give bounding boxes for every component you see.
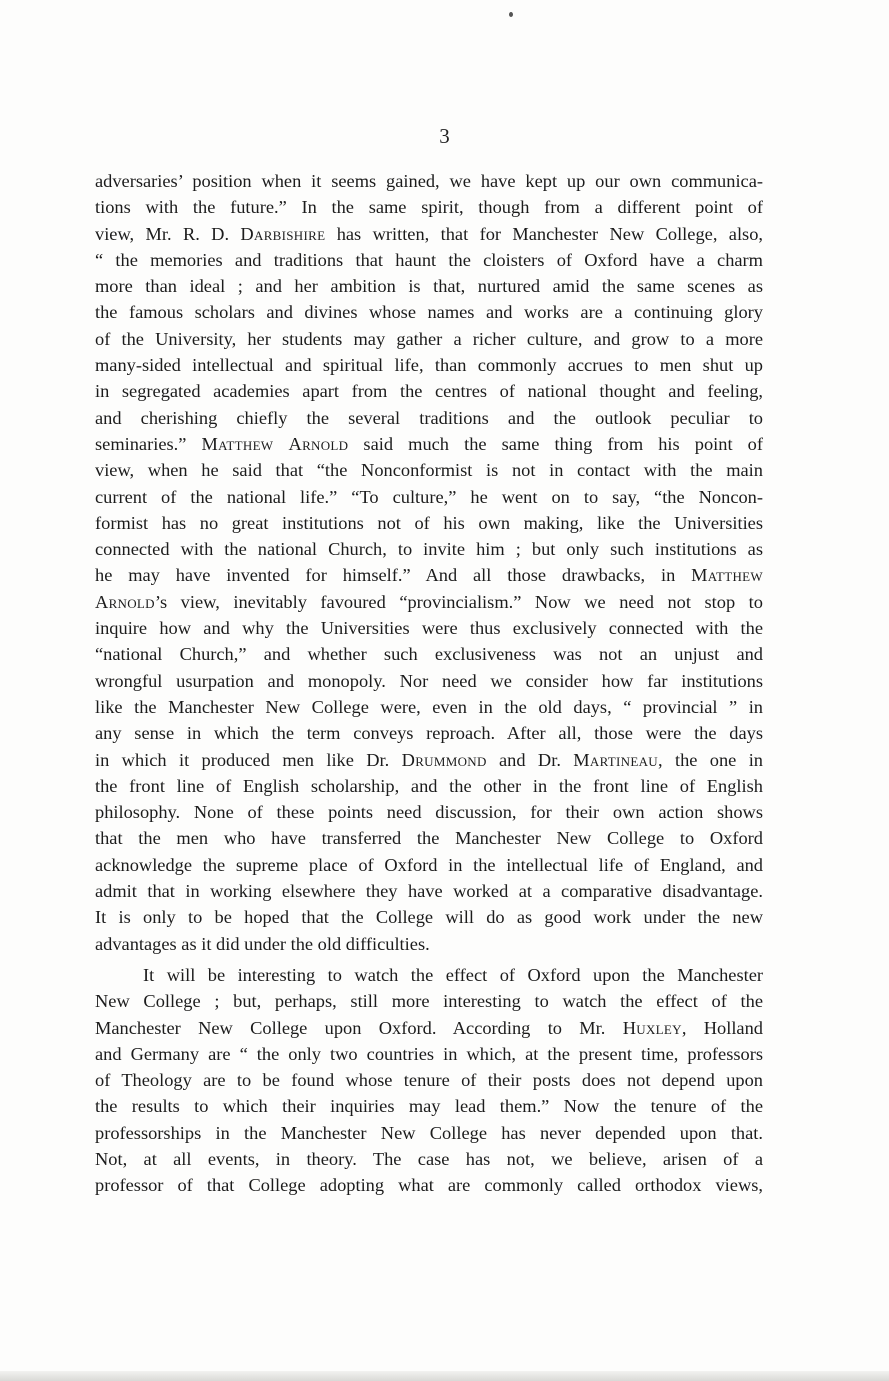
body-text bbox=[95, 168, 763, 1199]
proper-name: Darbishire bbox=[240, 223, 326, 244]
text-line: in segregated academies apart from the centres of national thought and feeling, bbox=[95, 381, 763, 402]
text-line: any sense in which the term conveys reproach. After all, those were the days bbox=[95, 723, 763, 744]
text-line: connected with the national Church, to invite him ; but only such institutions as bbox=[95, 539, 763, 560]
proper-name: Matthew bbox=[691, 565, 763, 586]
text-line: the famous scholars and divines whose names and works are a continuing glory bbox=[95, 302, 763, 323]
text-line: tions with the future.” In the same spirit, though from a different point of bbox=[95, 197, 763, 218]
proper-name: Martineau bbox=[573, 749, 658, 770]
text-line: in which it produced men like Dr. Drummond and Dr. Martineau, the one in bbox=[95, 749, 763, 770]
page-bottom-edge bbox=[0, 1371, 889, 1381]
text-line: Not, at all events, in theory. The case has not, we believe, arisen of a bbox=[95, 1148, 763, 1169]
proper-name: Drummond bbox=[401, 749, 487, 770]
text-line: Manchester New College upon Oxford. According to Mr. Huxley, Holland bbox=[95, 1017, 763, 1038]
proper-name: Huxley bbox=[622, 1017, 682, 1038]
text-line: It will be interesting to watch the effect of Oxford upon the Manchester bbox=[143, 964, 763, 985]
text-line: professorships in the Manchester New College has never depended upon that. bbox=[95, 1122, 763, 1143]
text-line: formist has no great institutions not of his own making, like the Universities bbox=[95, 512, 763, 533]
text-line: and cherishing chiefly the several traditions and the outlook peculiar to bbox=[95, 407, 763, 428]
text-line: It is only to be hoped that the College will do as good work under the new bbox=[95, 907, 763, 928]
text-line: New College ; but, perhaps, still more interesting to watch the effect of the bbox=[95, 991, 763, 1012]
text-line: seminaries.” Matthew Arnold said much the same thing from his point of bbox=[95, 433, 763, 454]
text-line: the results to which their inquiries may lead them.” Now the tenure of the bbox=[95, 1096, 763, 1117]
text-line: view, Mr. R. D. Darbishire has written, that for Manchester New College, also, bbox=[95, 223, 763, 244]
text-line: more than ideal ; and her ambition is that, nurtured amid the same scenes as bbox=[95, 276, 763, 297]
text-line: admit that in working elsewhere they have worked at a comparative disadvantage. bbox=[95, 881, 763, 902]
text-line: he may have invented for himself.” And all those drawbacks, in Matthew bbox=[95, 565, 763, 586]
text-line: adversaries’ position when it seems gained, we have kept up our own communica- bbox=[95, 171, 763, 191]
text-line: that the men who have transferred the Manchester New College to Oxford bbox=[95, 828, 763, 849]
proper-name: Arnold bbox=[95, 591, 155, 612]
text-line: inquire how and why the Universities were thus exclusively connected with the bbox=[95, 618, 763, 639]
text-line: of Theology are to be found whose tenure of their posts does not depend upon bbox=[95, 1070, 763, 1091]
text-line: professor of that College adopting what are commonly called orthodox views, bbox=[95, 1175, 763, 1196]
proper-name: Matthew bbox=[201, 433, 274, 454]
text-line: like the Manchester New College were, even in the old days, “ provincial ” in bbox=[95, 696, 763, 717]
text-line: “national Church,” and whether such exclusiveness was not an unjust and bbox=[95, 644, 763, 665]
text-line: Arnold’s view, inevitably favoured “provincialism.” Now we need not stop to bbox=[95, 591, 763, 612]
text-line: of the University, her students may gather a richer culture, and grow to a more bbox=[95, 328, 763, 349]
page-number: 3 bbox=[439, 124, 450, 148]
proper-name: Arnold bbox=[288, 433, 349, 454]
text-line: advantages as it did under the old difficulties. bbox=[95, 933, 430, 954]
text-line: the front line of English scholarship, and the other in the front line of English bbox=[95, 775, 763, 796]
text-line: wrongful usurpation and monopoly. Nor need we consider how far institutions bbox=[95, 670, 763, 691]
text-line: and Germany are “ the only two countries in which, at the present time, professors bbox=[95, 1043, 763, 1064]
text-line: many-sided intellectual and spiritual life, than commonly accrues to men shut up bbox=[95, 355, 763, 376]
text-line: view, when he said that “the Nonconformist is not in contact with the main bbox=[95, 460, 763, 481]
text-line: “ the memories and traditions that haunt the cloisters of Oxford have a charm bbox=[95, 249, 763, 270]
text-line: current of the national life.” “To culture,” he went on to say, “the Noncon- bbox=[95, 486, 763, 507]
text-line: acknowledge the supreme place of Oxford in the intellectual life of England, and bbox=[95, 854, 763, 875]
scan-speck bbox=[509, 12, 513, 17]
text-line: philosophy. None of these points need discussion, for their own action shows bbox=[95, 802, 763, 823]
